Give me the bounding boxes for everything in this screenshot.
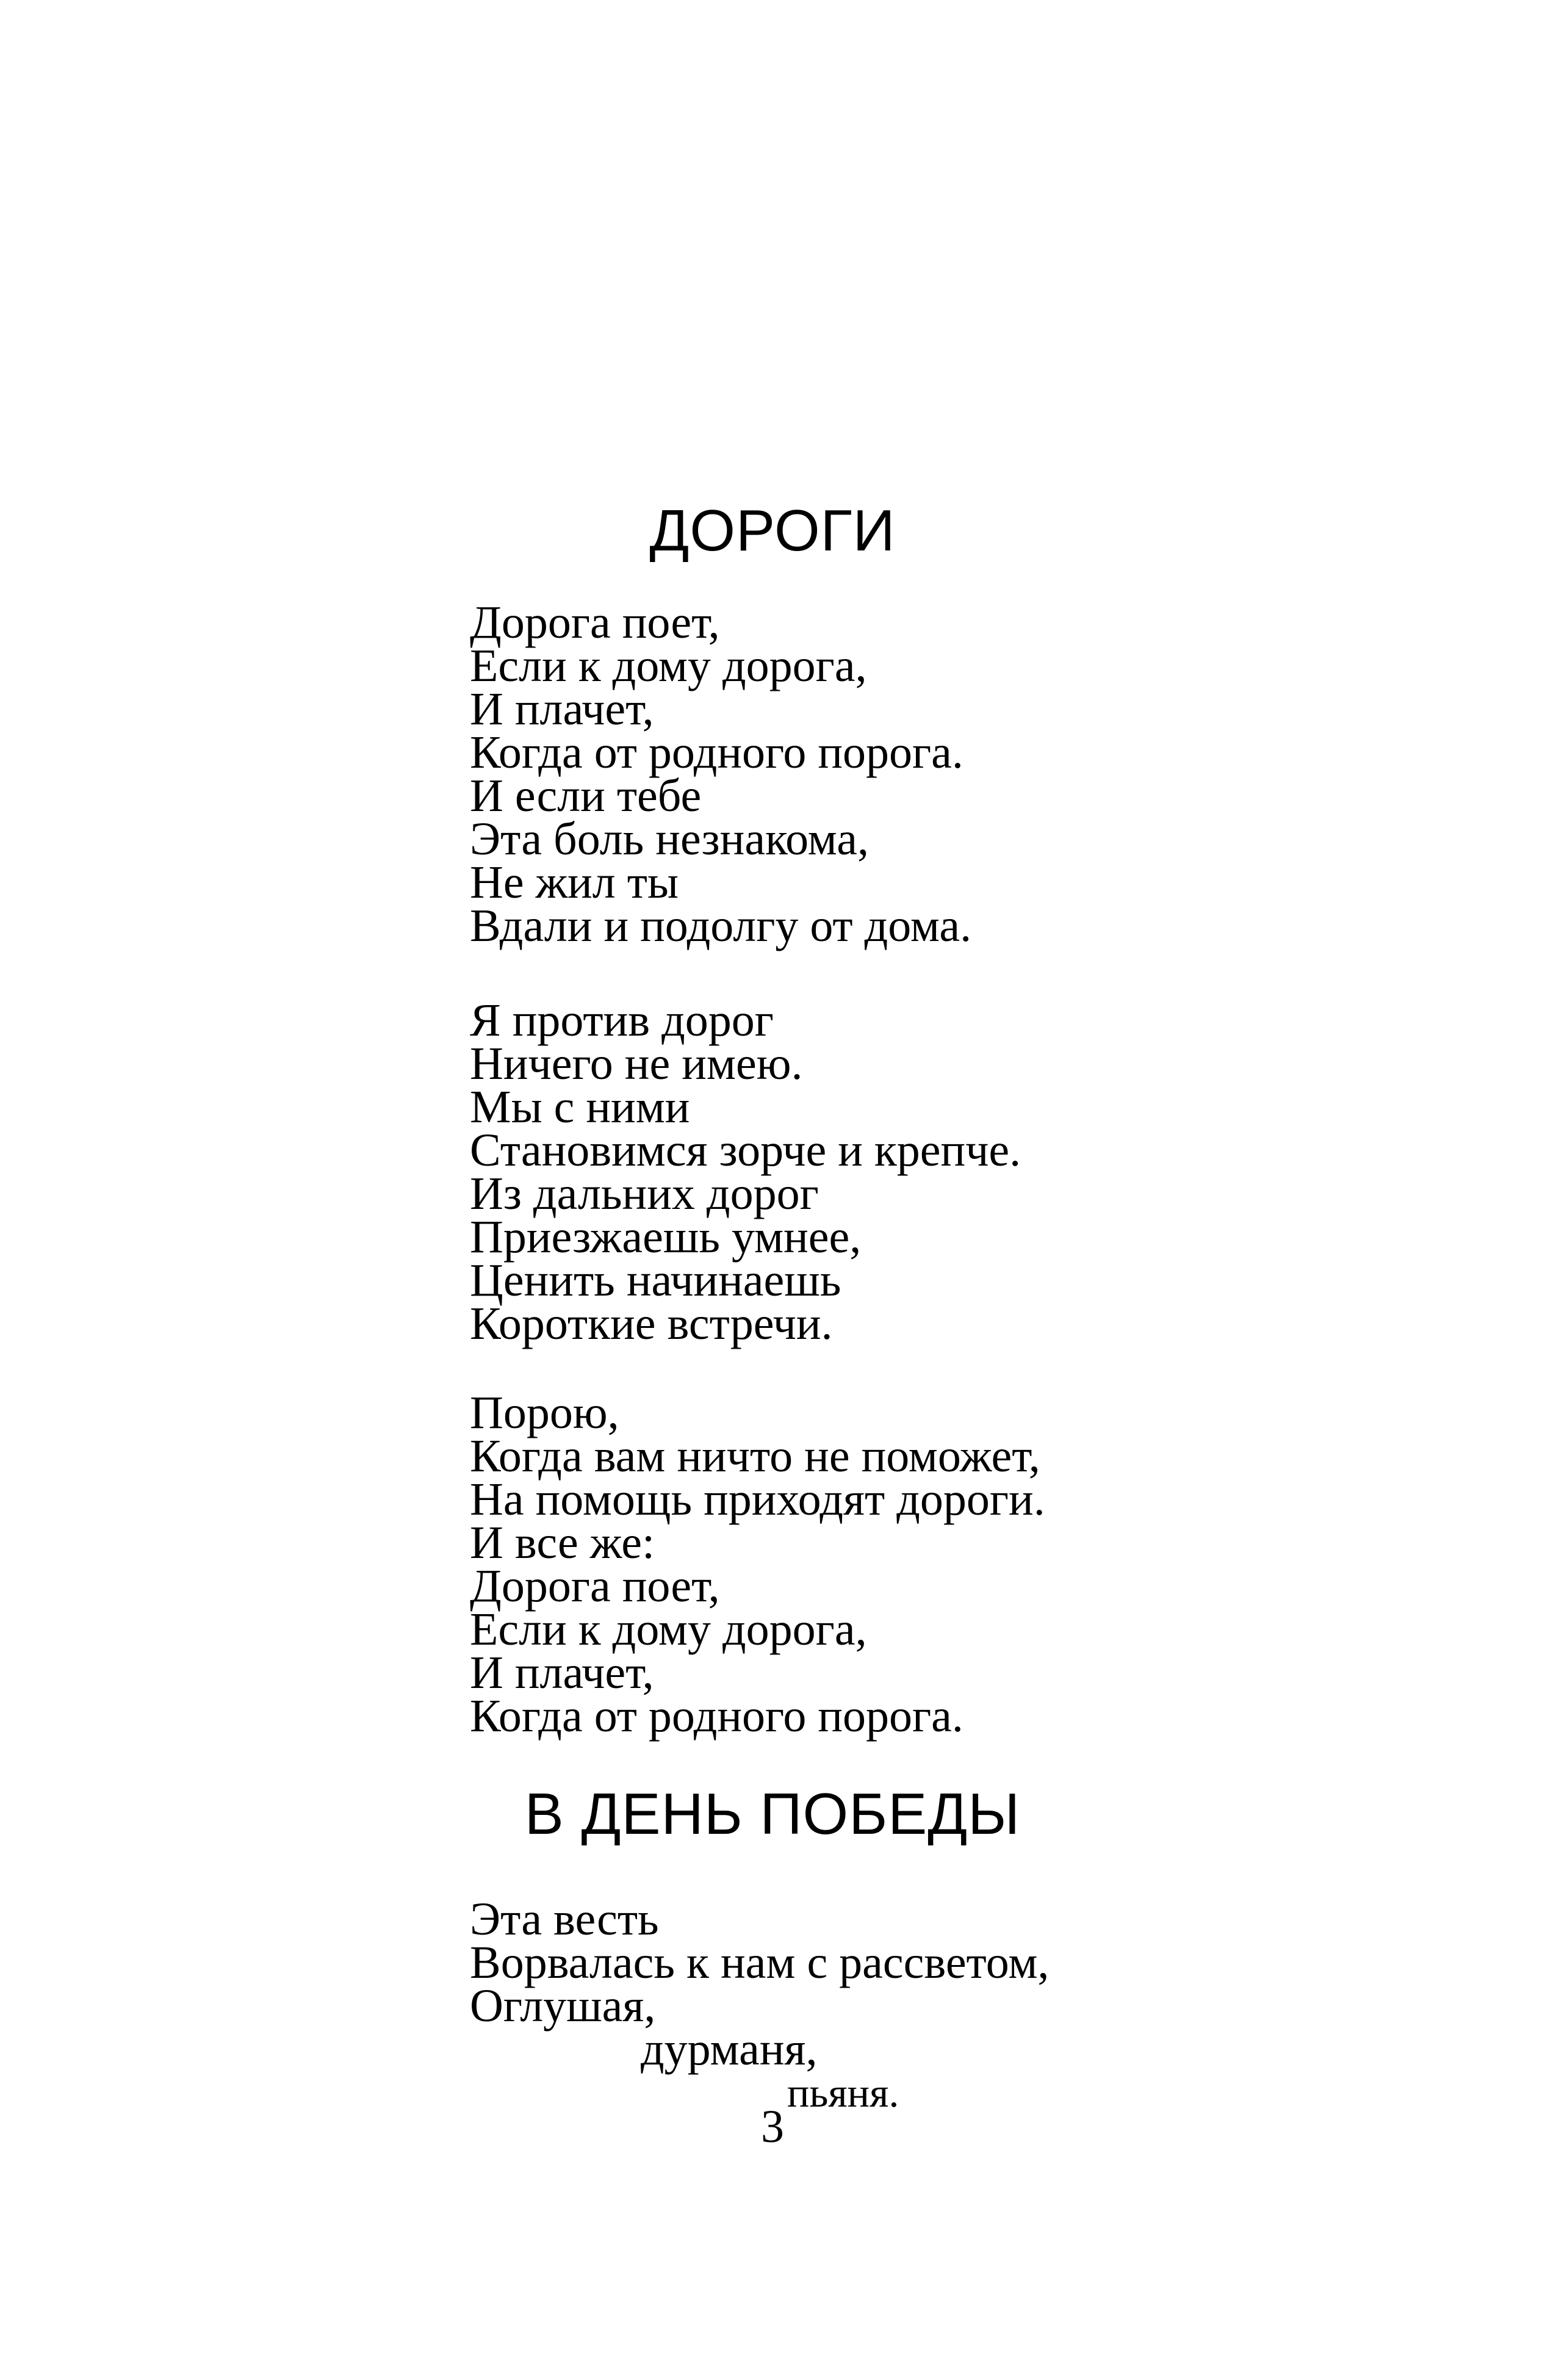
page-number: 3 — [761, 2101, 784, 2152]
verse-line: Дорога поет, — [470, 1560, 720, 1612]
verse-line: Порою, — [470, 1387, 619, 1438]
verse-line: Дорога поет, — [470, 597, 720, 648]
verse-line: Становимся зорче и крепче. — [470, 1125, 1021, 1176]
verse-line-indented: пьяня. — [787, 2069, 899, 2116]
poem-title-v-den-pobedy: В ДЕНЬ ПОБЕДЫ — [524, 1781, 1021, 1847]
poem-1-stanza-1 — [470, 597, 972, 951]
verse-line: Если к дому дорога, — [470, 640, 867, 691]
verse-line: Оглушая, — [470, 1980, 656, 2032]
verse-line: Короткие встречи. — [470, 1298, 833, 1349]
verse-line: Ценить начинаешь — [470, 1255, 841, 1306]
verse-line: Ничего не имею. — [470, 1038, 803, 1089]
verse-line-indented: дурманя, — [641, 2024, 818, 2075]
verse-line: Из дальних дорог — [470, 1168, 819, 1219]
poem-1-stanza-3 — [470, 1387, 1045, 1742]
verse-line: Когда от родного порога. — [470, 727, 963, 778]
verse-line: Эта весть — [470, 1894, 659, 1945]
verse-line: Я против дорог — [470, 995, 774, 1046]
verse-line: И все же: — [470, 1517, 655, 1568]
verse-line: Когда от родного порога. — [470, 1690, 963, 1742]
poem-1-stanza-2 — [470, 995, 1021, 1349]
verse-line: И плачет, — [470, 683, 654, 735]
verse-line: Ворвалась к нам с рассветом, — [470, 1937, 1050, 1988]
verse-line: И если тебе — [470, 770, 702, 821]
verse-line: Вдали и подолгу от дома. — [470, 900, 972, 951]
verse-line: Если к дому дорога, — [470, 1604, 867, 1655]
poem-2-stanza-1 — [470, 1894, 1050, 2116]
poem-title-dorogi: ДОРОГИ — [649, 498, 896, 563]
verse-line: Когда вам ничто не поможет, — [470, 1430, 1040, 1482]
verse-line: Приезжаешь умнее, — [470, 1211, 862, 1263]
verse-line: И плачет, — [470, 1647, 654, 1698]
verse-line: Не жил ты — [470, 857, 679, 908]
verse-line: Мы с ними — [470, 1081, 690, 1133]
verse-line: Эта боль незнакома, — [470, 813, 869, 865]
verse-line: На помощь приходят дороги. — [470, 1474, 1045, 1525]
